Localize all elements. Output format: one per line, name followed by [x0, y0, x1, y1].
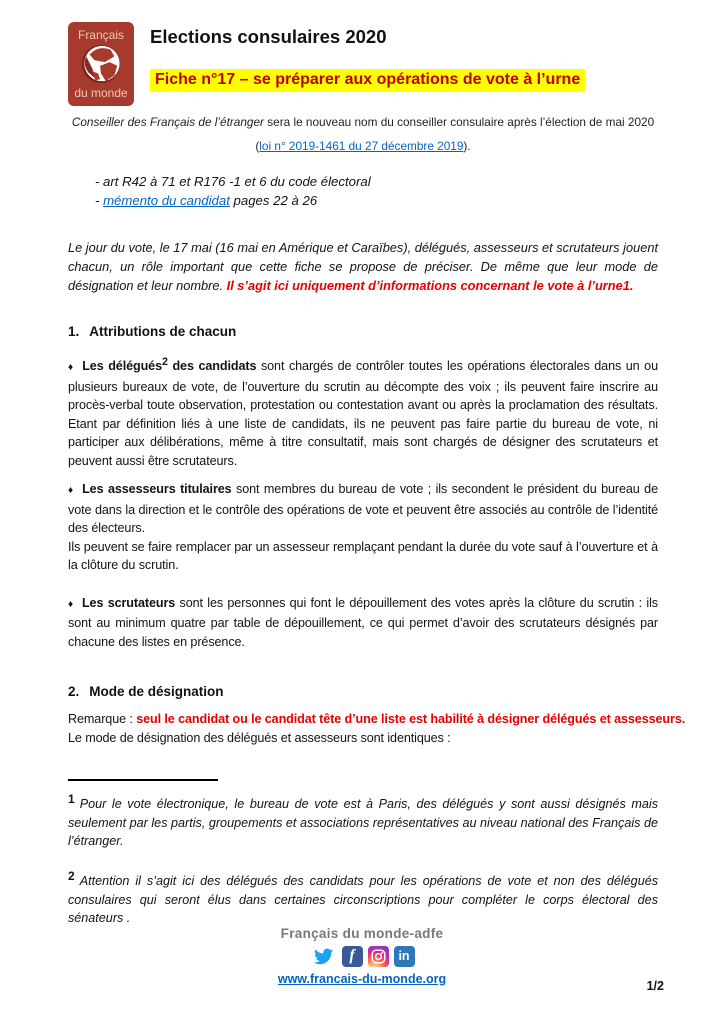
assesseurs-text: sont membres du bureau de vote ; ils secondent le président du bureau de vote dans la direction et le contrôle des opérations de vote et peuvent être associés au contrôle de l’identité des électeurs.	[68, 482, 658, 536]
note-lead: Conseiller des Français de l’étranger	[71, 115, 264, 129]
document-content	[68, 22, 686, 928]
footer-brand: Français du monde-adfe	[280, 926, 444, 941]
remarque-paragraph	[68, 710, 686, 747]
reference-text: - art R42 à 71 et R176 -1 et 6 du code électoral	[95, 174, 371, 189]
remarque-label: Remarque :	[68, 712, 137, 727]
note-line-2	[68, 138, 658, 154]
paragraph-delegues	[68, 353, 658, 470]
footnote-2-text: Attention il s’agit ici des délégués des candidats pour les opérations de vote et non des délégués consulaires qui seront élus dans certaines circonscriptions pour compléter le corps électoral des sénateurs .	[68, 874, 658, 926]
delegues-text: sont chargés de contrôler toutes les opérations électorales dans un ou plusieurs bureaux de vote, de l’ouverture du scrutin au décompte des voix ; ils peuvent faire inscrire au procès-verbal toute observation, protestation ou contestation avant ou après la proclamation des résultats. Etant par définition liés à une liste de candidats, ils ne peuvent pas faire partie du bureau de vote, ni participer aux délibérations, même à titre consultatif, mais sont chargés de désigner des scrutateurs et peuvent aussi être scrutateurs.	[68, 359, 658, 468]
delegues-lead-2: des candidats	[167, 359, 257, 374]
section-2-number: 2.	[68, 684, 80, 700]
reference-item-1	[95, 172, 658, 191]
linkedin-icon[interactable]: in	[394, 946, 415, 967]
page-number: 1/2	[646, 979, 664, 993]
note-text: sera le nouveau nom du conseiller consulaire après l’élection de mai 2020	[263, 115, 655, 129]
social-icons-row	[0, 945, 724, 967]
scrutateurs-text: sont les personnes qui font le dépouillement des votes après la clôture du scrutin : ils sont au minimum quatre par table de dépouillement, ce qui permet d’avoir des scrutateurs désignés par chacune des listes en présence.	[68, 595, 658, 649]
footnote-separator	[68, 779, 218, 781]
law-link[interactable]: loi n° 2019-1461 du 27 décembre 2019	[259, 139, 464, 153]
paragraph-assesseurs	[68, 480, 658, 575]
website-link[interactable]: www.francais-du-monde.org	[277, 972, 447, 986]
reference-item-2	[95, 191, 658, 210]
remarque-warning-text: seul le candidat ou le candidat tête d’une liste est habilité à désigner délégués et assesseurs.	[136, 712, 686, 727]
section-1-number: 1.	[68, 324, 80, 339]
intro-text: Le jour du vote, le 17 mai (16 mai en Amérique et Caraïbes), délégués, assesseurs et scrutateurs jouent chacun, un rôle important que cette fiche se propose de préciser. De même que leur mode de désignation et leur nombre.	[68, 240, 658, 293]
mode-designation-text: Le mode de désignation des délégués et assesseurs sont identiques :	[68, 730, 451, 745]
diamond-bullet-icon: ♦	[68, 485, 75, 497]
footnote-1	[68, 790, 658, 851]
reference-suffix: pages 22 à 26	[229, 193, 318, 208]
reference-prefix: -	[95, 193, 104, 208]
diamond-bullet-icon: ♦	[68, 598, 74, 610]
note-open-paren: (	[255, 139, 260, 153]
section-1-heading	[68, 324, 658, 339]
note-line-1	[68, 114, 658, 130]
delegues-lead: Les délégués	[82, 359, 162, 374]
section-1-title: Attributions de chacun	[89, 324, 237, 339]
paragraph-scrutateurs	[68, 594, 658, 652]
intro-warning-text: Il s’agit ici uniquement d’informations concernant le vote à l’urne1.	[226, 278, 634, 293]
fiche-subtitle: Fiche n°17 – se préparer aux opérations de vote à l’urne	[150, 69, 585, 92]
logo-text-bottom: du monde	[74, 86, 128, 100]
section-2-heading	[68, 684, 658, 699]
facebook-icon[interactable]: f	[342, 946, 363, 967]
footnote-1-text: Pour le vote électronique, le bureau de vote est à Paris, des délégués y sont aussi désignés mais seulement par les partis, groupements et associations représentatives au niveau national des Français de l’étranger.	[68, 797, 658, 849]
francais-du-monde-logo	[68, 22, 134, 106]
diamond-bullet-icon: ♦	[68, 362, 75, 374]
footnote-2-number: 2	[68, 868, 75, 883]
title-block	[150, 22, 585, 92]
globe-icon	[80, 43, 122, 85]
footnote-1-number: 1	[68, 792, 75, 807]
footnote-ref-2: 2	[162, 356, 168, 368]
section-2-title: Mode de désignation	[89, 684, 224, 700]
note-close: ).	[463, 139, 471, 153]
assesseurs-lead: Les assesseurs titulaires	[82, 482, 232, 497]
assesseurs-text-2: Ils peuvent se faire remplacer par un assesseur remplaçant pendant la durée du vote sauf à l’ouverture et à la clôture du scrutin.	[68, 539, 658, 573]
twitter-icon[interactable]	[310, 945, 337, 967]
intro-paragraph	[68, 238, 658, 295]
page-title: Elections consulaires 2020	[150, 26, 387, 47]
instagram-icon[interactable]	[368, 946, 389, 967]
memento-link[interactable]: mémento du candidat	[103, 193, 230, 208]
scrutateurs-lead: Les scrutateurs	[81, 595, 176, 610]
page-footer	[0, 926, 724, 988]
logo-text-top: Français	[77, 28, 124, 42]
footnote-2	[68, 867, 658, 928]
references-list	[95, 172, 658, 210]
document-header	[68, 22, 658, 106]
